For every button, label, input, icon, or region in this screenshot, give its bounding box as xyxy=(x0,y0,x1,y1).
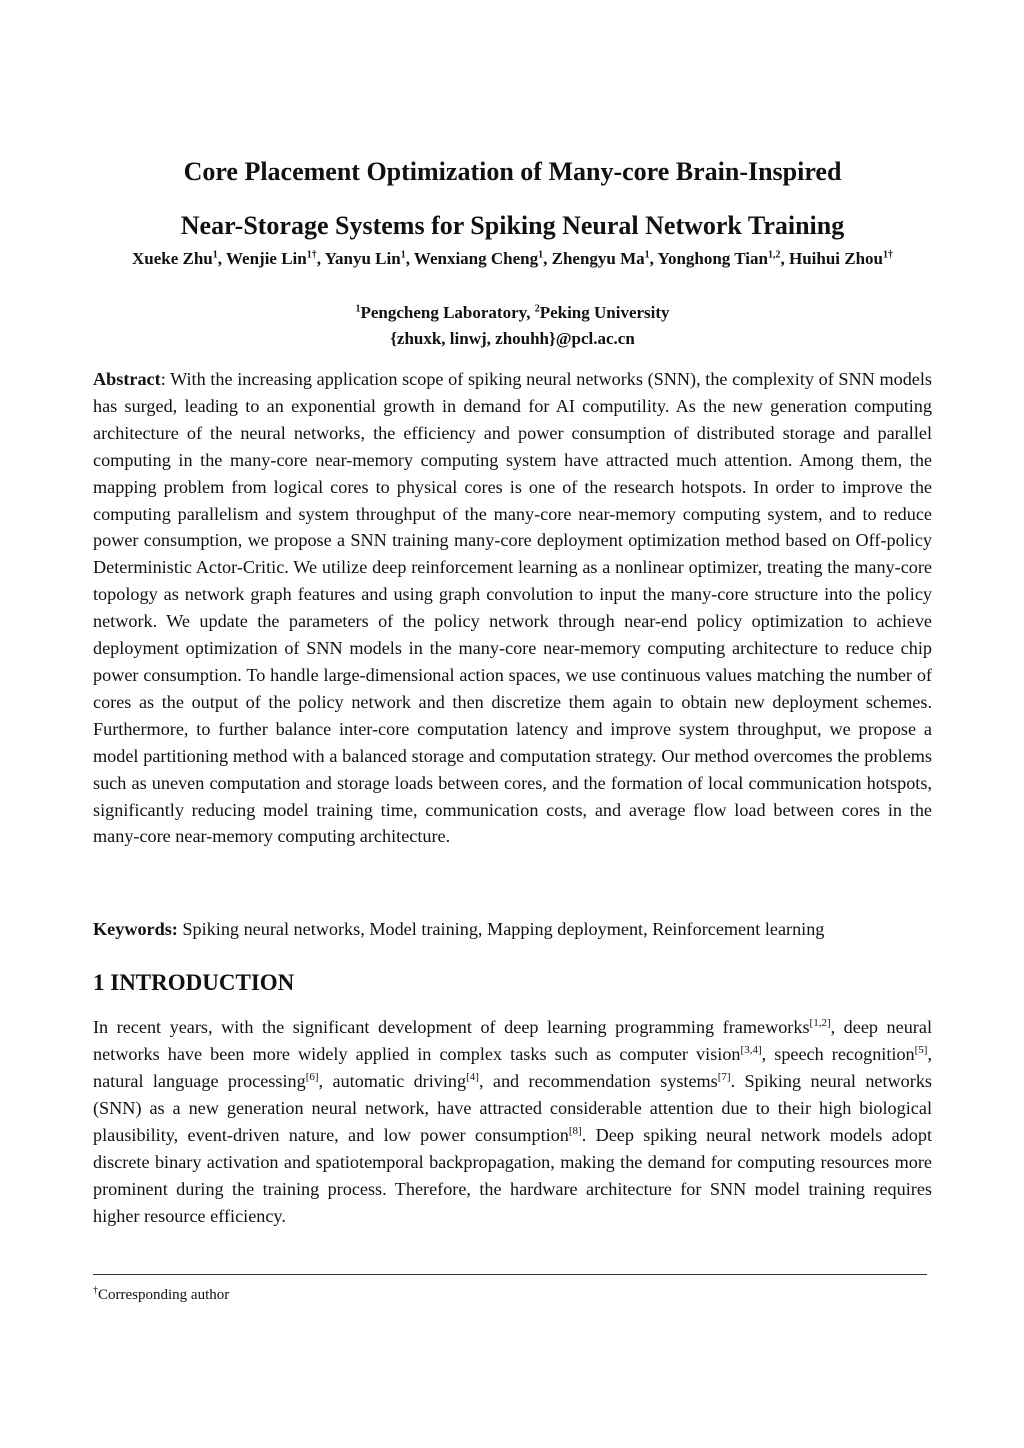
introduction-paragraph: In recent years, with the significant development of deep learning programming frameworks[1,2], deep neural networks have been more widely applied in complex tasks such as computer vision[3,4], speech recognition[5], natural language processing[6], automatic driving[4], and recommendation systems[7]. Spiking neural networks (SNN) as a new generation neural network, have attracted considerable attention due to their high biological plausibility, event-driven nature, and low power consumption[8]. Deep spiking neural network models adopt discrete binary activation and spatiotemporal backpropagation, making the demand for computing resources more prominent during the training process. Therefore, the hardware architecture for SNN model training requires higher resource efficiency. xyxy=(93,1016,933,1226)
author-list xyxy=(93,246,932,272)
author: Zhengyu Ma$^1$, xyxy=(551,249,658,268)
section-heading-introduction: 1 INTRODUCTION xyxy=(93,970,295,995)
citation: [7] xyxy=(717,1070,731,1083)
citation: [8] xyxy=(568,1124,582,1137)
abstract-text: : With the increasing application scope of spiking neural networks (SNN), the complexity of SNN models has surged, leading to an exponential growth in demand for AI computility. As the new generation computing architecture of the neural networks, the efficiency and power consumption of distributed storage and parallel computing in the many-core near-memory computing system have attracted much attention. Among them, the mapping problem from logical cores to physical cores is one of the research hotspots. In order to improve the computing parallelism and system throughput of the many-core near-memory computing system, and to reduce power consumption, we propose a SNN training many-core deployment optimization method based on Off-policy Deterministic Actor-Critic. We utilize deep reinforcement learning as a nonlinear optimizer, treating the many-core topology as network graph features and using graph convolution to input the many-core structure into the policy network. We update the parameters of the policy network through near-end policy optimization to achieve deployment optimization of SNN models in the many-core near-memory computing architecture to reduce chip power consumption. To handle large-dimensional action spaces, we use continuous values matching the number of cores as the output of the policy network and then discretize them again to obtain new deployment schemes. Furthermore, to further balance inter-core computation latency and improve system throughput, we propose a model partitioning method with a balanced storage and computation strategy. Our method overcomes the problems such as uneven computation and storage loads between cores, and the formation of local communication hotspots, significantly reducing model training time, communication costs, and average flow load between cores in the many-core near-memory computing architecture. xyxy=(93,369,932,847)
author: Yonghong Tian$^{1,2}$, xyxy=(657,249,789,268)
footnote-divider xyxy=(93,1274,927,1275)
title-line-2: Near-Storage Systems for Spiking Neural Network Training xyxy=(180,211,845,240)
footnote-mark: † xyxy=(93,1285,98,1296)
citation: [1,2] xyxy=(809,1016,831,1029)
citation: [3,4] xyxy=(740,1043,762,1056)
abstract-label: Abstract xyxy=(93,369,161,389)
author: Yanyu Lin$^1$, xyxy=(324,249,414,268)
footnote xyxy=(93,1284,229,1306)
citation: [5] xyxy=(914,1043,928,1056)
author: Wenjie Lin$^{1\dagger}$, xyxy=(225,249,325,268)
footnote-text: Corresponding author xyxy=(98,1287,230,1303)
author: Xueke Zhu$^1$, xyxy=(131,249,226,268)
citation: [4] xyxy=(466,1070,479,1083)
keywords xyxy=(93,916,932,943)
author: Huihui Zhou$^{1\dagger}$ xyxy=(788,249,893,268)
citation: [6] xyxy=(305,1070,319,1083)
affiliations: $^1$Pengcheng Laboratory, $^2$Peking University xyxy=(355,303,670,322)
paper-title xyxy=(93,145,932,253)
contact-email: {zhuxk, linwj, zhouhh}@pcl.ac.cn xyxy=(390,329,635,348)
keywords-text: Spiking neural networks, Model training, Mapping deployment, Reinforcement learning xyxy=(177,919,825,939)
abstract xyxy=(93,366,932,850)
keywords-label: Keywords: xyxy=(93,919,178,939)
author: Wenxiang Cheng$^1$, xyxy=(413,249,552,268)
title-line-1: Core Placement Optimization of Many-core Brain-Inspired xyxy=(183,157,842,186)
